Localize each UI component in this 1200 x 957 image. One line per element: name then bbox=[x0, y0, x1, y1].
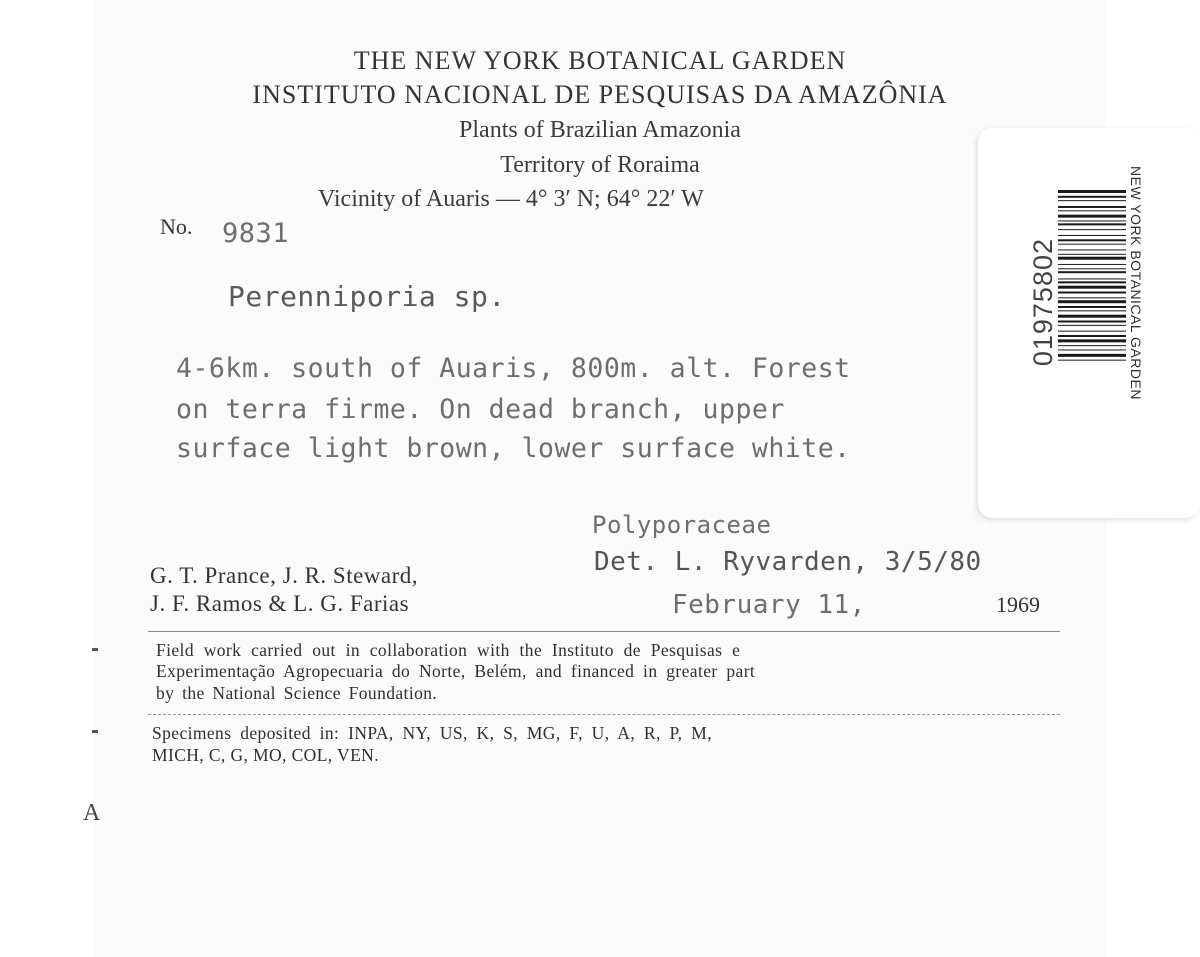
barcode-bar bbox=[1058, 235, 1126, 236]
institution-subtitle: INSTITUTO NACIONAL DE PESQUISAS DA AMAZÔNIA bbox=[252, 80, 948, 109]
divider-rule bbox=[148, 714, 1060, 715]
description-line-1: 4-6km. south of Auaris, 800m. alt. Forest bbox=[176, 353, 851, 384]
barcode-bar bbox=[1058, 360, 1126, 361]
barcode-bar bbox=[1058, 239, 1126, 241]
barcode-bar bbox=[1058, 278, 1126, 279]
divider-rule bbox=[148, 631, 1060, 632]
barcode-bar bbox=[1058, 229, 1126, 230]
barcode bbox=[1058, 190, 1126, 443]
deposited-line-2: MICH, C, G, MO, COL, VEN. bbox=[152, 745, 379, 765]
barcode-bar bbox=[1058, 286, 1126, 289]
institution-title: THE NEW YORK BOTANICAL GARDEN bbox=[353, 46, 847, 75]
barcode-bar bbox=[1058, 206, 1126, 208]
field-note-line-2: Experimentação Agropecuaria do Norte, Belém, and financed in greater part bbox=[156, 661, 756, 681]
description-line-3: surface light brown, lower surface white. bbox=[176, 433, 851, 464]
collectors-line-2: J. F. Ramos & L. G. Farias bbox=[150, 591, 410, 616]
barcode-bar bbox=[1058, 331, 1126, 332]
field-note-line-3: by the National Science Foundation. bbox=[156, 683, 438, 703]
barcode-bar bbox=[1058, 244, 1126, 245]
barcode-bar bbox=[1058, 345, 1126, 346]
determination: Det. L. Ryvarden, 3/5/80 bbox=[594, 547, 982, 577]
barcode-bar bbox=[1058, 335, 1126, 337]
barcode-bar bbox=[1058, 310, 1126, 311]
barcode-bar bbox=[1058, 249, 1126, 250]
barcode-bar bbox=[1058, 200, 1126, 201]
barcode-bar bbox=[1058, 268, 1126, 269]
barcode-bar bbox=[1058, 315, 1126, 318]
collection-year: 1969 bbox=[996, 592, 1040, 617]
barcode-bar bbox=[1058, 354, 1126, 357]
territory: Territory of Roraima bbox=[500, 152, 700, 178]
barcode-bar bbox=[1058, 306, 1126, 308]
barcode-bar bbox=[1058, 220, 1126, 221]
barcode-bar bbox=[1058, 281, 1126, 283]
locality-coordinates: Vicinity of Auaris — 4° 3′ N; 64° 22′ W bbox=[318, 186, 704, 212]
barcode-bar bbox=[1058, 350, 1126, 351]
barcode-bar bbox=[1058, 292, 1126, 294]
barcode-bar bbox=[1058, 325, 1126, 326]
taxon-name: Perenniporia sp. bbox=[228, 280, 506, 313]
description-line-2: on terra firme. On dead branch, upper bbox=[176, 394, 785, 425]
collection-title: Plants of Brazilian Amazonia bbox=[459, 117, 741, 143]
margin-tick bbox=[92, 648, 98, 651]
margin-tick bbox=[92, 730, 98, 733]
barcode-bar bbox=[1058, 264, 1126, 265]
barcode-bar bbox=[1058, 190, 1126, 193]
barcode-bar bbox=[1058, 321, 1126, 323]
deposited-line-1: Specimens deposited in: INPA, NY, US, K, S, MG, F, U, A, R, P, M, bbox=[152, 723, 712, 743]
barcode-institution: NEW YORK BOTANICAL GARDEN bbox=[1128, 166, 1144, 400]
field-note-line-1: Field work carried out in collaboration with the Instituto de Pesquisas e bbox=[156, 640, 741, 660]
barcode-bar bbox=[1058, 215, 1126, 218]
barcode-bar bbox=[1058, 339, 1126, 342]
barcode-bar bbox=[1058, 196, 1126, 198]
barcode-bar bbox=[1058, 271, 1126, 273]
collectors-line-1: G. T. Prance, J. R. Steward, bbox=[150, 563, 419, 588]
barcode-bar bbox=[1058, 254, 1126, 255]
collection-date: February 11, bbox=[672, 590, 866, 620]
barcode-bar bbox=[1058, 300, 1126, 303]
barcode-bar bbox=[1058, 297, 1126, 298]
barcode-number: 01975802 bbox=[1028, 238, 1058, 367]
collection-number: 9831 bbox=[222, 218, 290, 249]
barcode-bar bbox=[1058, 210, 1126, 211]
margin-letter: A bbox=[83, 800, 101, 826]
number-label: No. bbox=[160, 214, 193, 239]
family-name: Polyporaceae bbox=[592, 511, 772, 539]
barcode-bar bbox=[1058, 257, 1126, 260]
barcode-bar bbox=[1058, 223, 1126, 225]
